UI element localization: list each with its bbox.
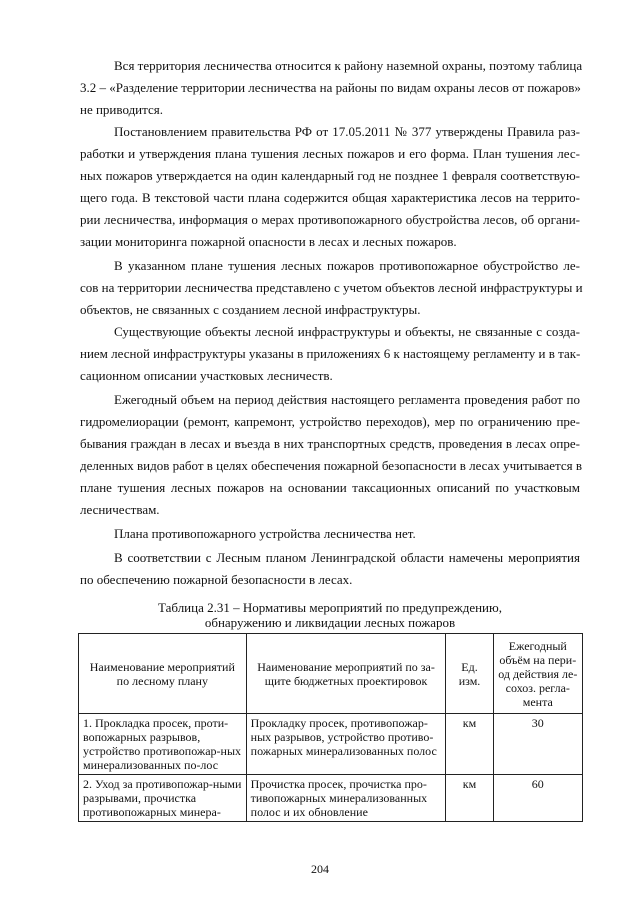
text-line: ных пожаров утверждается на один календарный год не позднее 1 февраля соответствую- (80, 168, 580, 183)
cell-budget-measure: Прочистка просек, прочистка про-тивопожарных минерализованных полос и их обновление (246, 775, 446, 822)
text-line: бывания граждан в лесах и въезда в них транспортных средств, проведения в лесах опре- (80, 436, 580, 451)
cell-value: 60 (493, 775, 582, 822)
header-unit: Ед. изм. (446, 634, 493, 714)
cell-budget-measure: Прокладку просек, противопожар-ных разрывов, устройство противо-пожарных минерализованных полос (246, 714, 446, 775)
text-line: сов на территории лесничества представлено с учетом объектов лесной инфраструктуры и (80, 280, 583, 295)
page-number: 204 (311, 862, 329, 876)
cell-unit: км (446, 775, 493, 822)
table-row (79, 714, 583, 775)
text-line: В соответствии с Лесным планом Ленинградской области намечены мероприятия (114, 550, 580, 565)
text-line: щего года. В текстовой части плана содержится общая характеристика лесов на террито- (80, 190, 580, 205)
table-caption (80, 600, 580, 630)
text-line: по обеспечению пожарной безопасности в лесах. (80, 572, 353, 587)
text-line: плане тушения лесных пожаров на основании таксационных описаний по участковым (80, 480, 580, 495)
cell-value: 30 (493, 714, 582, 775)
table-caption-line: обнаружению и ликвидации лесных пожаров (204, 615, 456, 630)
text-line: не приводится. (80, 102, 163, 117)
cell-unit: км (446, 714, 493, 775)
cell-plan-measure: 2. Уход за противопожар-ными разрывами, прочистка противопожарных минера- (79, 775, 247, 822)
text-line: рии лесничества, информация о мерах противопожарного обустройства лесов, об органи- (80, 212, 580, 227)
cell-plan-measure: 1. Прокладка просек, проти-вопожарных разрывов, устройство противопожар-ных минерализованных по-лос (79, 714, 247, 775)
text-line: гидромелиорации (ремонт, капремонт, устройство переходов), мер по ограничению пре- (80, 414, 580, 429)
text-line: Вся территория лесничества относится к району наземной охраны, поэтому таблица (114, 58, 583, 73)
table-row (79, 775, 583, 822)
text-line: лесничествам. (80, 502, 160, 517)
header-annual-volume: Ежегодный объём на пери-од действия ле-сохоз. регла-мента (493, 634, 582, 714)
text-line: Постановлением правительства РФ от 17.05.2011 № 377 утверждены Правила раз- (114, 124, 580, 139)
text-line: Плана противопожарного устройства лесничества нет. (114, 526, 416, 541)
text-line: объектов, не связанных с созданием лесной инфраструктуры. (80, 302, 421, 317)
header-plan-measures: Наименование мероприятий по лесному плану (79, 634, 247, 714)
text-line: сационном описании участковых лесничеств. (80, 368, 333, 383)
table-caption-line: Таблица 2.31 – Нормативы мероприятий по предупреждению, (158, 600, 502, 615)
text-line: нием лесной инфраструктуры указаны в приложениях 6 к настоящему регламенту и в так- (80, 346, 581, 361)
norms-table (78, 633, 583, 822)
text-line: деленных видов работ в целях обеспечения пожарной безопасности в лесах учитывается в (80, 458, 583, 473)
header-budget-measures: Наименование мероприятий по за-щите бюджетных проектировок (246, 634, 446, 714)
text-line: В указанном плане тушения лесных пожаров противопожарное обустройство ле- (114, 258, 580, 273)
text-line: зации мониторинга пожарной опасности в лесах и лесных пожаров. (80, 234, 457, 249)
table-header-row (79, 634, 583, 714)
text-line: Существующие объекты лесной инфраструктуры и объекты, не связанные с созда- (114, 324, 580, 339)
text-line: 3.2 – «Разделение территории лесничества на районы по видам охраны лесов от пожаров» (80, 80, 581, 95)
text-line: работки и утверждения плана тушения лесных пожаров и его форма. План тушения лес- (80, 146, 580, 161)
text-line: Ежегодный объем на период действия настоящего регламента проведения работ по (114, 392, 580, 407)
